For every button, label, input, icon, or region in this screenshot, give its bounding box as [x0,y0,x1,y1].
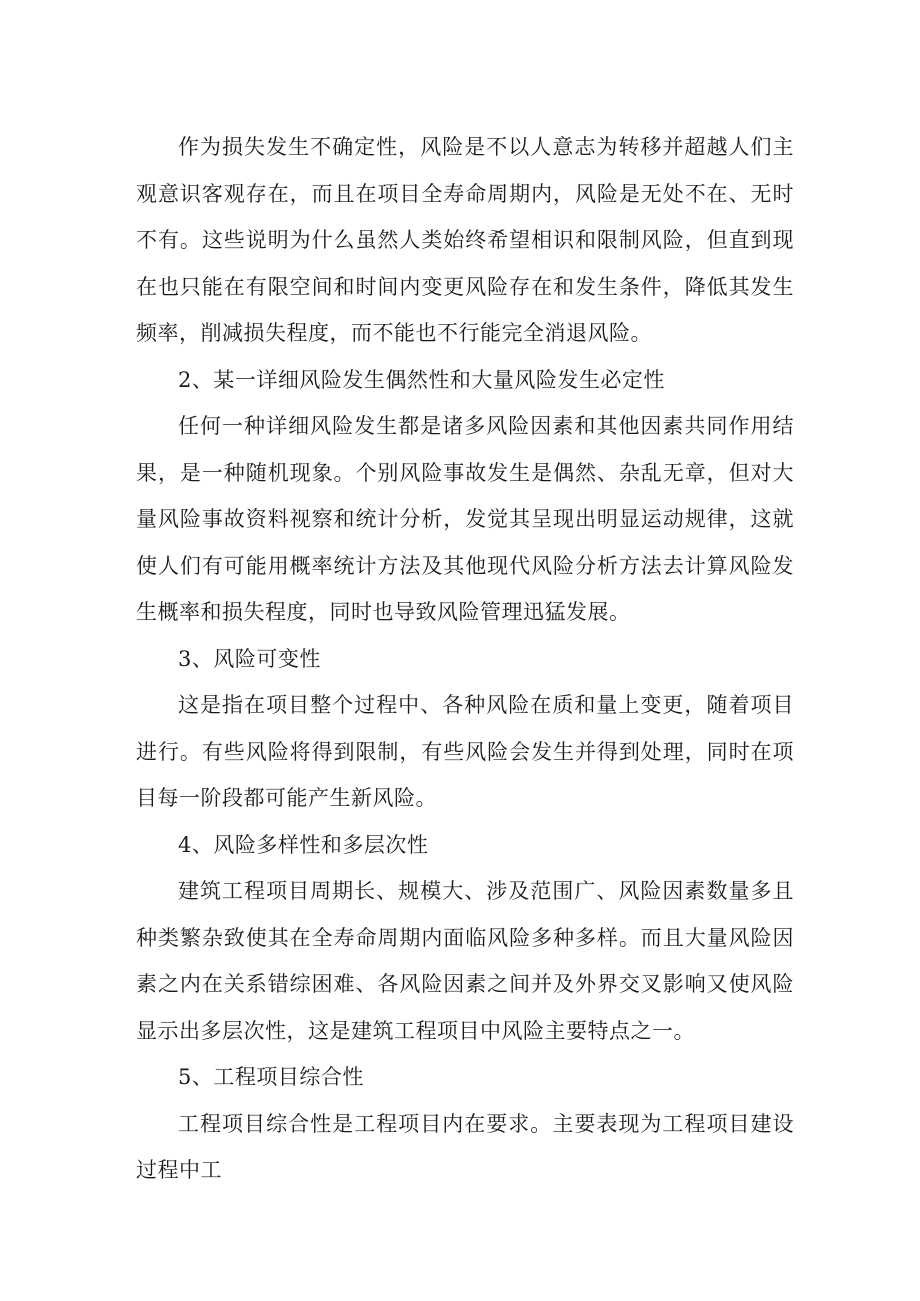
paragraph-diversity: 建筑工程项目周期长、规模大、涉及范围广、风险因素数量多且种类繁杂致使其在全寿命周期内面临风险多种多样。而且大量风险因素之内在关系错综困难、各风险因素之间并及外界交叉影响又使风险显示出多层次性，这是建筑工程项目中风险主要特点之一。 [136,879,794,1043]
section-heading-5: 5、工程项目综合性 [178,1065,364,1089]
paragraph-comprehensiveness: 工程项目综合性是工程项目内在要求。主要表现为工程项目建设过程中工 [136,1111,794,1182]
section-heading-4: 4、风险多样性和多层次性 [178,832,429,857]
paragraph-risk-uncertainty: 作为损失发生不确定性，风险是不以人意志为转移并超越人们主观意识客观存在，而且在项目全寿命周期内，风险是无处不在、无时不有。这些说明为什么虽然人类始终希望相识和限制风险，但直到现在也只能在有限空间和时间内变更风险存在和发生条件，降低其发生频率，削减损失程度，而不能也不行能完全消退风险。 [136,135,794,345]
paragraph-variability: 这是指在项目整个过程中、各种风险在质和量上变更，随着项目进行。有些风险将得到限制，有些风险会发生并得到处理，同时在项目每一阶段都可能产生新风险。 [136,693,794,810]
section-heading-3: 3、风险可变性 [178,646,321,671]
paragraph-randomness: 任何一种详细风险发生都是诸多风险因素和其他因素共同作用结果，是一种随机现象。个别风险事故发生是偶然、杂乱无章，但对大量风险事故资料视察和统计分析，发觉其呈现出明显运动规律，这就使人们有可能用概率统计方法及其他现代风险分析方法去计算风险发生概率和损失程度，同时也导致风险管理迅猛发展。 [136,414,794,624]
section-heading-2: 2、某一详细风险发生偶然性和大量风险发生必定性 [178,367,665,392]
